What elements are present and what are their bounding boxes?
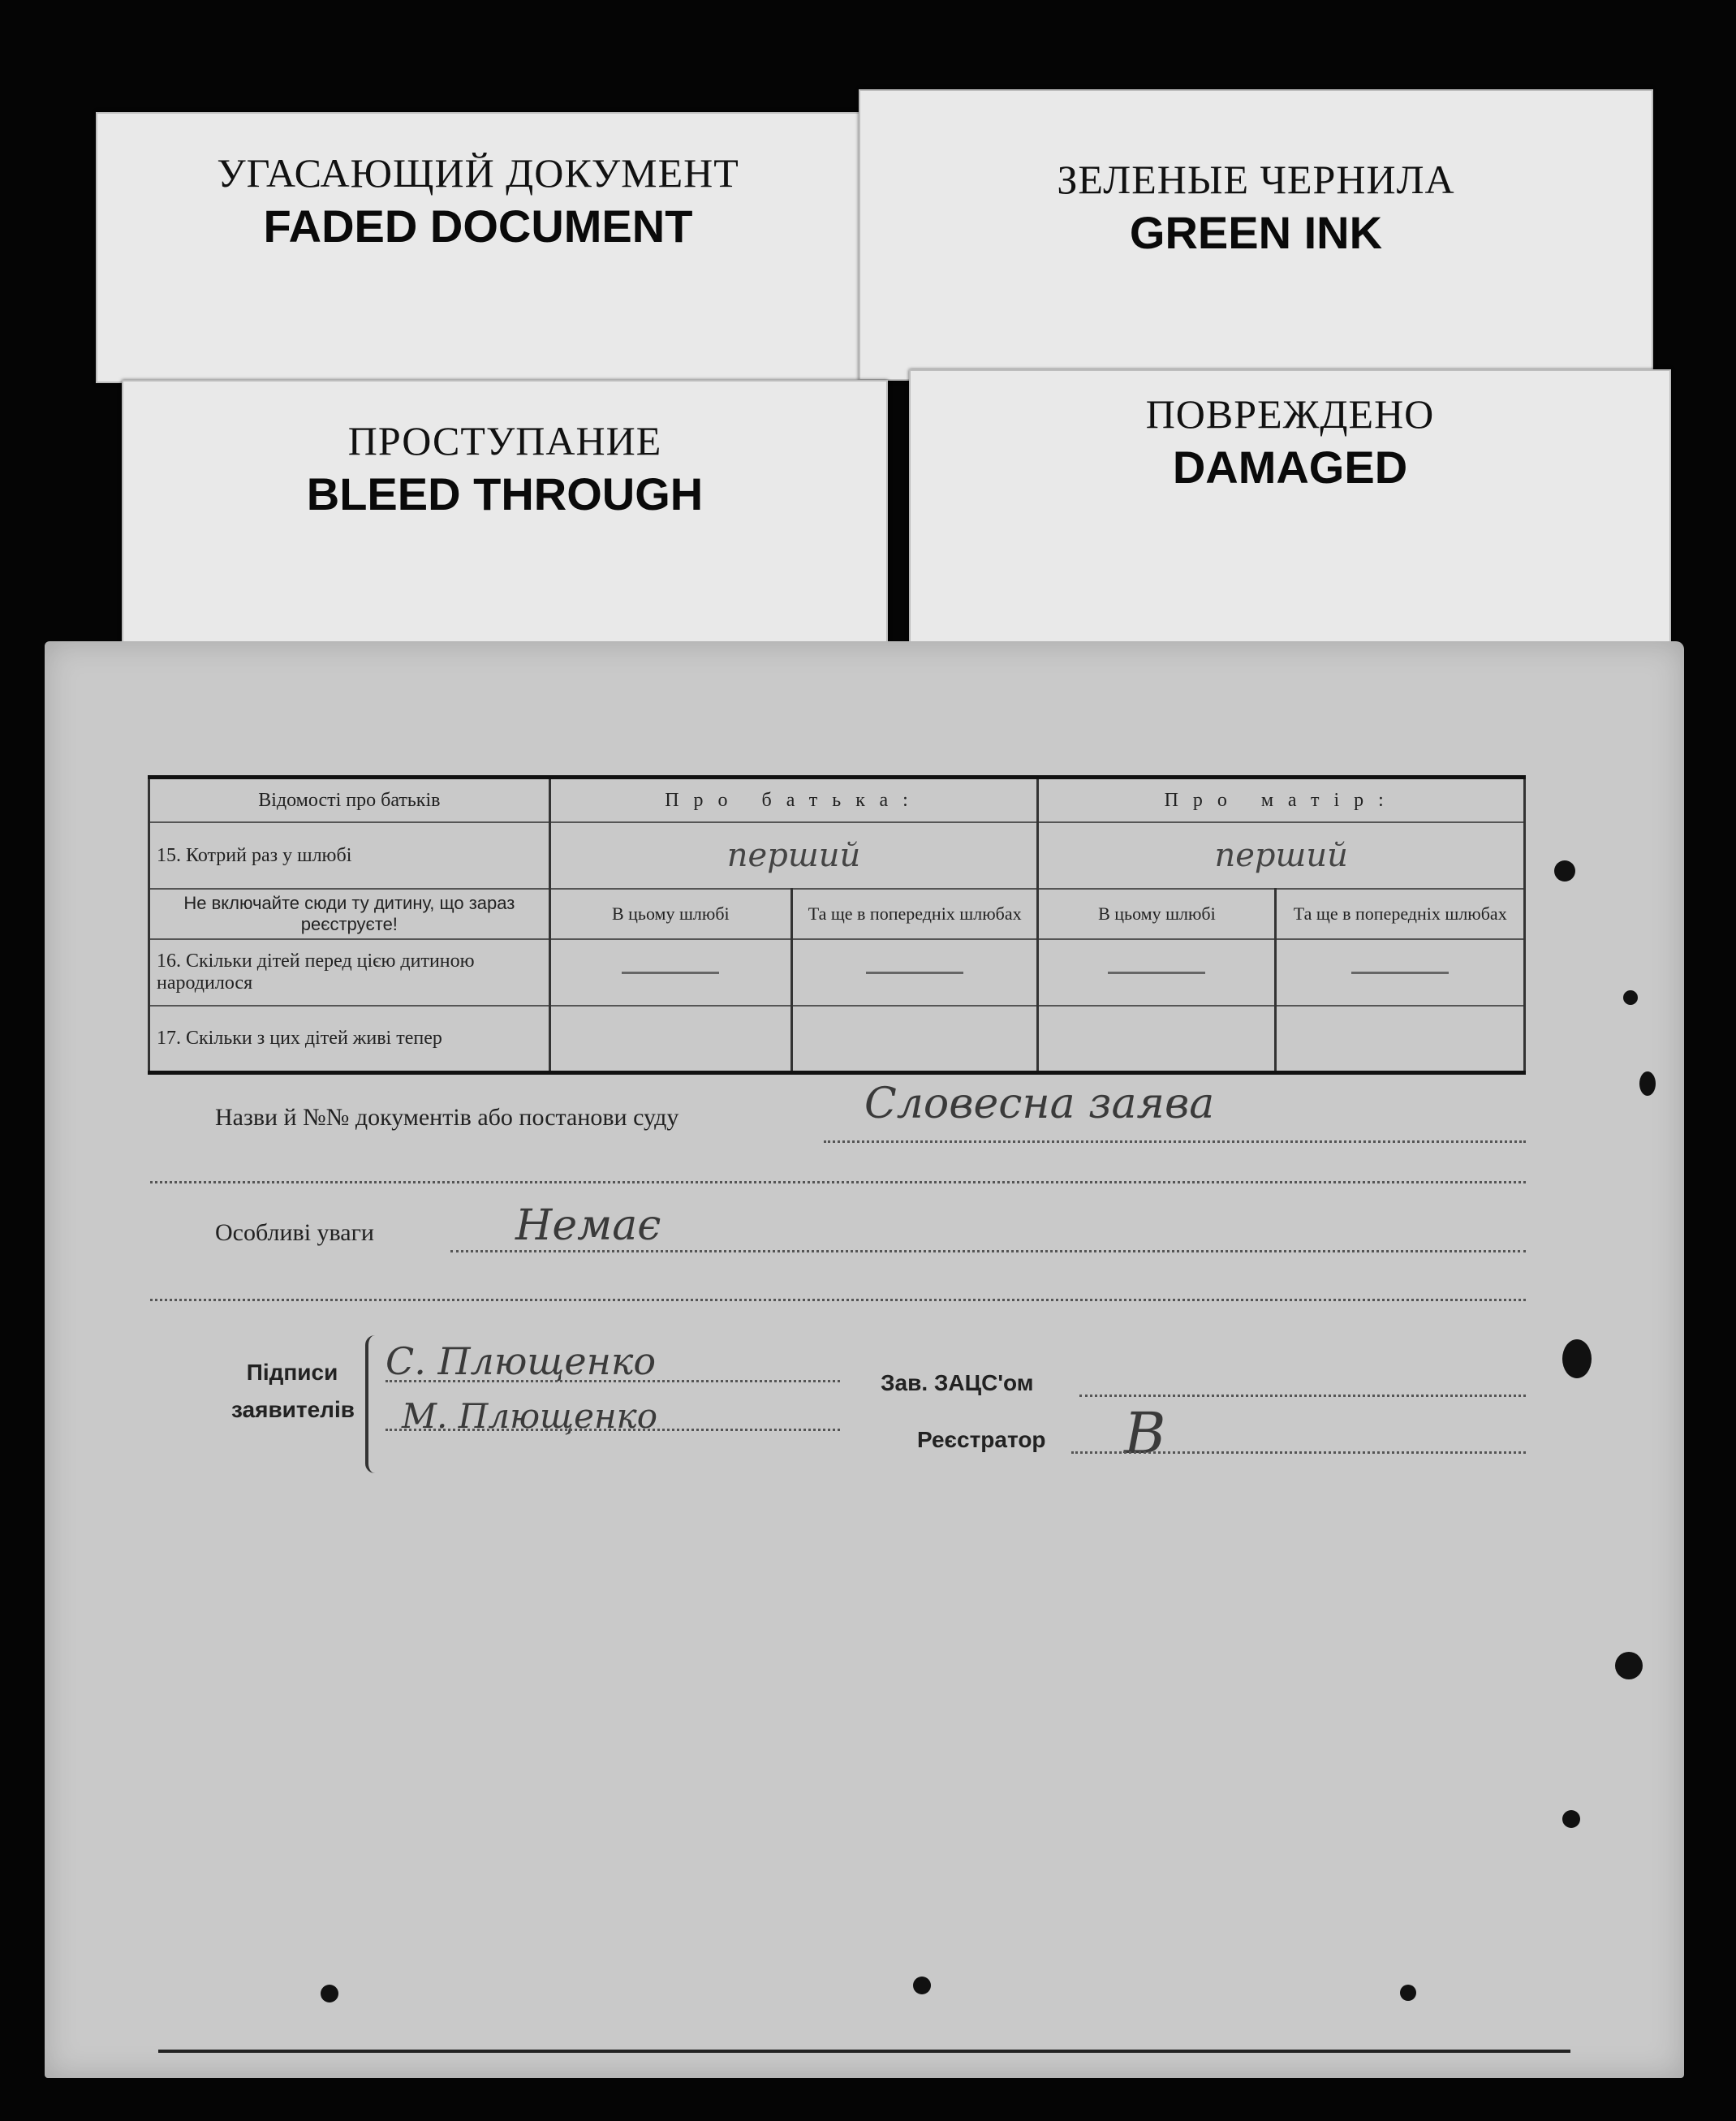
signatures-label [231, 1360, 353, 1423]
row-17-mother-previous [1276, 1006, 1525, 1072]
row-15-label: 15. Котрий раз у шлюбі [149, 822, 550, 889]
dash-mark [1108, 972, 1205, 974]
signature-1-line [386, 1380, 840, 1382]
document-sheet [45, 641, 1684, 2078]
row-16-father-previous [791, 939, 1037, 1006]
dash-mark [866, 972, 963, 974]
table-row-16 [149, 939, 1525, 1006]
signature-1: С. Плющенко [386, 1339, 657, 1383]
label-faded-en: FADED DOCUMENT [263, 200, 693, 252]
table-row-17 [149, 1006, 1525, 1072]
signature-2: М. Плющенко [402, 1396, 657, 1436]
label-bleed-en: BLEED THROUGH [306, 468, 704, 519]
row-15-father-value: перший [549, 822, 1038, 889]
label-green-ru: ЗЕЛЕНЫЕ ЧЕРНИЛА [1057, 157, 1455, 202]
label-green-en: GREEN INK [1129, 207, 1383, 258]
registrar-line [1071, 1451, 1526, 1454]
header-parents-info: Відомості про батьків [149, 778, 550, 823]
parents-info-table [148, 775, 1526, 1075]
mother-this-marriage-header: В цьому шлюбі [1038, 889, 1276, 939]
remarks-value: Немає [515, 1201, 661, 1250]
header-father: Про батька: [549, 778, 1038, 823]
punch-hole [913, 1977, 931, 1994]
documents-value: Словесна заява [864, 1080, 1215, 1128]
signatures-label-line1: Підписи [246, 1360, 338, 1385]
registrar-label: Реєстратор [917, 1427, 1046, 1452]
head-zags-line [1079, 1395, 1526, 1397]
row-17-father-this [549, 1006, 791, 1072]
row-16-label: 16. Скільки дітей перед цією дитиною народилося [149, 939, 550, 1006]
documents-line [824, 1140, 1526, 1143]
punch-hole [1562, 1810, 1580, 1828]
label-bleed-ru: ПРОСТУПАНИЕ [347, 418, 662, 463]
punch-hole [321, 1985, 338, 2002]
label-faded-ru: УГАСАЮЩИЙ ДОКУМЕНТ [217, 150, 739, 196]
punch-hole [1554, 860, 1575, 882]
table-header-row [149, 778, 1525, 823]
label-damaged-en: DAMAGED [1172, 442, 1408, 493]
documents-label: Назви й №№ документів або постанови суду [215, 1104, 679, 1131]
father-previous-marriages-header: Та ще в попередніх шлюбах [791, 889, 1037, 939]
punch-hole [1562, 1339, 1592, 1378]
documents-line-2 [150, 1181, 1526, 1183]
table-note-row [149, 889, 1525, 939]
punch-hole [1623, 990, 1638, 1005]
bottom-rule [158, 2050, 1570, 2053]
row-17-father-previous [791, 1006, 1037, 1072]
dash-mark [1351, 972, 1449, 974]
dash-mark [622, 972, 719, 974]
label-damaged-ru: ПОВРЕЖДЕНО [1145, 391, 1435, 437]
label-card-green-ink [859, 89, 1653, 381]
row-17-label: 17. Скільки з цих дітей живі тепер [149, 1006, 550, 1072]
label-card-damaged [909, 369, 1671, 649]
remarks-label: Особливі уваги [215, 1219, 374, 1246]
note-exclude-child: Не включайте сюди ту дитину, що зараз реєструєте! [149, 889, 550, 939]
label-card-faded [96, 112, 860, 383]
row-16-mother-this [1038, 939, 1276, 1006]
registrar-signature: В [1124, 1400, 1166, 1467]
punch-hole [1615, 1652, 1643, 1679]
signatures-brace [365, 1335, 380, 1473]
father-this-marriage-header: В цьому шлюбі [549, 889, 791, 939]
head-zags-label: Зав. ЗАЦС'ом [881, 1370, 1034, 1395]
punch-hole [1639, 1071, 1656, 1096]
signatures-label-line2: заявителів [231, 1397, 355, 1422]
label-card-bleed-through [122, 380, 888, 651]
header-mother: Про матір: [1038, 778, 1525, 823]
signature-2-line [386, 1429, 840, 1431]
row-15-mother-value: перший [1038, 822, 1525, 889]
remarks-line [450, 1250, 1526, 1252]
row-16-father-this [549, 939, 791, 1006]
remarks-line-2 [150, 1299, 1526, 1301]
table-row-15 [149, 822, 1525, 889]
row-16-mother-previous [1276, 939, 1525, 1006]
mother-previous-marriages-header: Та ще в попередніх шлюбах [1276, 889, 1525, 939]
row-17-mother-this [1038, 1006, 1276, 1072]
punch-hole [1400, 1985, 1416, 2001]
